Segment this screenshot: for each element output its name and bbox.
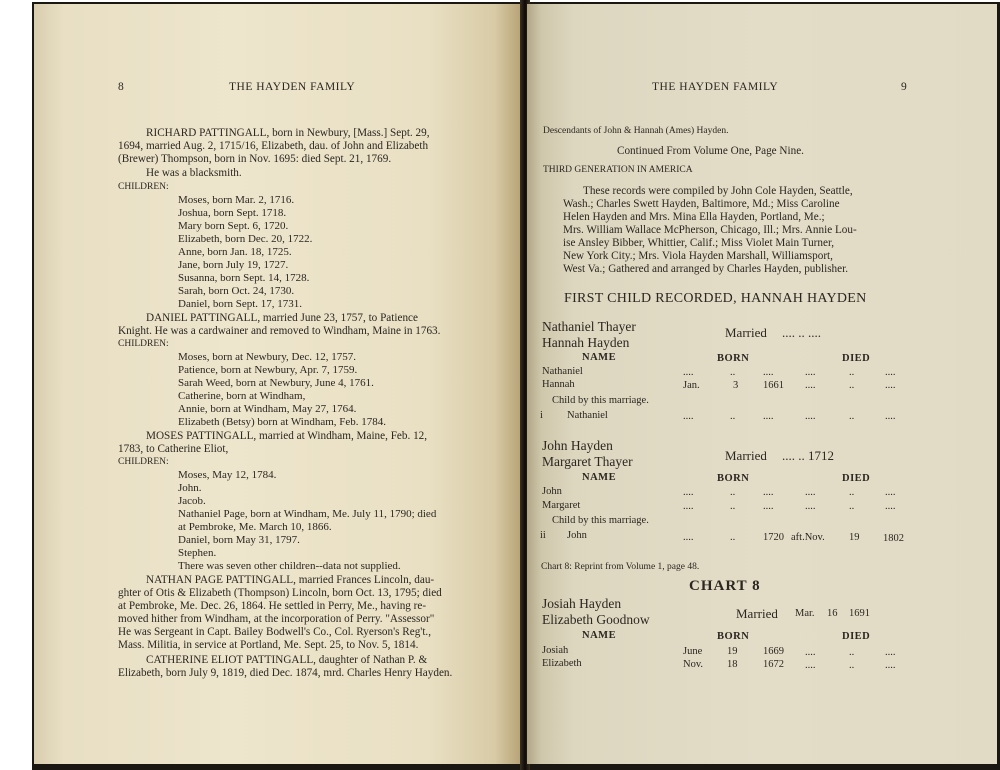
nathan-line-6: Mass. Militia, in service at Portland, Me. Sept. 25, to Nov. 5, 1814.	[118, 639, 419, 651]
continued-line: Continued From Volume One, Page Nine.	[617, 145, 804, 157]
child-entry: Annie, born at Windham, May 27, 1764.	[178, 403, 357, 415]
leader-dots: ..	[849, 487, 855, 498]
leader-dots: ....	[683, 487, 694, 498]
nathan-line-1: NATHAN PAGE PATTINGALL, married Frances Lincoln, dau-	[146, 574, 435, 586]
leader-dots: ....	[805, 367, 816, 378]
child-numeral: ii	[540, 530, 546, 541]
died-month: aft.Nov.	[791, 532, 825, 543]
column-died: DIED	[842, 473, 871, 484]
child-entry: Sarah, born Oct. 24, 1730.	[178, 285, 295, 297]
married-date: .... .. 1712	[782, 448, 834, 463]
leader-dots: ....	[763, 367, 774, 378]
chart-title: CHART 8	[689, 578, 761, 594]
child-entry: Mary born Sept. 6, 1720.	[178, 220, 289, 232]
died-day: 19	[849, 532, 860, 543]
child-entry: Moses, May 12, 1784.	[178, 469, 277, 481]
nathan-line-5: He was Sergeant in Capt. Bailey Bodwell's Co., Col. Ryerson's Reg't.,	[118, 626, 432, 638]
leader-dots: ....	[885, 367, 896, 378]
generation-heading: THIRD GENERATION IN AMERICA	[543, 165, 693, 175]
born-year: 1672	[763, 659, 784, 670]
child-entry: Daniel, born May 31, 1797.	[178, 534, 300, 546]
right-page	[527, 4, 997, 764]
husband-name: John Hayden	[542, 438, 613, 453]
nathan-line-3: at Pembroke, Me. Dec. 26, 1864. He settled in Perry, Me., having re-	[118, 600, 427, 612]
column-born: BORN	[717, 631, 750, 642]
leader-dots: ....	[805, 411, 816, 422]
column-born: BORN	[717, 473, 750, 484]
nathan-line-4: moved hither from Windham, at the incorporation of Perry. "Assessor"	[118, 613, 435, 625]
chart-note: Chart 8: Reprint from Volume 1, page 48.	[541, 562, 700, 572]
leader-dots: ....	[683, 411, 694, 422]
born-month: Jan.	[683, 380, 700, 391]
child-entry: There was seven other children--data not supplied.	[178, 560, 401, 572]
catherine-line-1: CATHERINE ELIOT PATTINGALL, daughter of Nathan P. &	[146, 654, 428, 666]
moses-line-1: MOSES PATTINGALL, married at Windham, Maine, Feb. 12,	[146, 430, 428, 442]
child-by-marriage: Child by this marriage.	[552, 395, 649, 406]
child-entry: Joshua, born Sept. 1718.	[178, 207, 287, 219]
married-date: .... .. ....	[782, 325, 821, 340]
leader-dots: ....	[683, 501, 694, 512]
child-entry: Jacob.	[178, 495, 206, 507]
moses-line-2: 1783, to Catherine Eliot,	[118, 443, 229, 455]
leader-dots: ..	[730, 367, 736, 378]
section-heading: FIRST CHILD RECORDED, HANNAH HAYDEN	[564, 291, 867, 306]
leader-dots: ..	[730, 501, 736, 512]
leader-dots: ....	[683, 532, 694, 543]
descendants-line: Descendants of John & Hannah (Ames) Hayden.	[543, 126, 729, 136]
child-name: John	[567, 530, 587, 541]
leader-dots: ....	[805, 501, 816, 512]
leader-dots: ....	[763, 487, 774, 498]
leader-dots: ..	[730, 532, 736, 543]
child-entry: Nathaniel Page, born at Windham, Me. July 11, 1790; died	[178, 508, 437, 520]
born-day: 18	[727, 659, 738, 670]
married-day: 16	[827, 608, 838, 619]
married-label: Married	[725, 325, 767, 340]
leader-dots: ..	[849, 647, 855, 658]
leader-dots: ..	[849, 367, 855, 378]
leader-dots: ....	[805, 487, 816, 498]
child-entry: Elizabeth (Betsy) born at Windham, Feb. 1784.	[178, 416, 387, 428]
leader-dots: ..	[730, 411, 736, 422]
born-year: 1661	[763, 380, 784, 391]
leader-dots: ..	[849, 501, 855, 512]
child-entry: Catherine, born at Windham,	[178, 390, 306, 402]
died-year: 1802	[883, 533, 904, 544]
leader-dots: ....	[683, 367, 694, 378]
child-entry: Patience, born at Newbury, Apr. 7, 1759.	[178, 364, 358, 376]
column-born: BORN	[717, 353, 750, 364]
page-number: 9	[901, 81, 908, 93]
richard-line-3: (Brewer) Thompson, born in Nov. 1695: died Sept. 21, 1769.	[118, 153, 392, 165]
child-entry: Stephen.	[178, 547, 217, 559]
leader-dots: ....	[885, 487, 896, 498]
child-entry: Elizabeth, born Dec. 20, 1722.	[178, 233, 313, 245]
leader-dots: ....	[885, 380, 896, 391]
daniel-line-1: DANIEL PATTINGALL, married June 23, 1757, to Patience	[146, 312, 418, 324]
column-died: DIED	[842, 631, 871, 642]
column-name: NAME	[582, 630, 617, 641]
row-name: Josiah	[542, 645, 569, 656]
children-label: CHILDREN:	[118, 339, 169, 349]
left-page	[34, 4, 524, 764]
child-entry: Anne, born Jan. 18, 1725.	[178, 246, 292, 258]
wife-name: Hannah Hayden	[542, 335, 630, 350]
leader-dots: ....	[885, 660, 896, 671]
leader-dots: ....	[805, 660, 816, 671]
nathan-line-2: ghter of Otis & Elizabeth (Thompson) Lincoln, born Oct. 13, 1795; died	[118, 587, 442, 599]
leader-dots: ....	[885, 411, 896, 422]
children-label: CHILDREN:	[118, 457, 169, 467]
wife-name: Margaret Thayer	[542, 454, 633, 469]
running-header: THE HAYDEN FAMILY	[229, 81, 356, 93]
married-year: 1691	[849, 608, 870, 619]
born-day: 3	[733, 380, 739, 391]
column-name: NAME	[582, 352, 617, 363]
compiled-line-1: These records were compiled by John Cole Hayden, Seattle,	[583, 185, 853, 197]
child-by-marriage: Child by this marriage.	[552, 515, 649, 526]
child-entry: Jane, born July 19, 1727.	[178, 259, 289, 271]
row-name: Elizabeth	[542, 658, 582, 669]
child-entry: Daniel, born Sept. 17, 1731.	[178, 298, 303, 310]
compiled-line-5: ise Ansley Bibber, Whittier, Calif.; Miss Violet Main Turner,	[563, 237, 835, 249]
born-month: Nov.	[683, 659, 704, 670]
richard-note: He was a blacksmith.	[146, 167, 242, 179]
husband-name: Josiah Hayden	[542, 596, 622, 611]
born-year: 1720	[763, 532, 784, 543]
row-name: John	[542, 486, 562, 497]
child-entry: Moses, born at Newbury, Dec. 12, 1757.	[178, 351, 357, 363]
catherine-line-2: Elizabeth, born July 9, 1819, died Dec. 1874, mrd. Charles Henry Hayden.	[118, 667, 453, 679]
running-header: THE HAYDEN FAMILY	[652, 81, 779, 93]
husband-name: Nathaniel Thayer	[542, 319, 636, 334]
compiled-line-6: New York City.; Mrs. Viola Hayden Marshall, Williamsport,	[563, 250, 833, 262]
leader-dots: ..	[849, 660, 855, 671]
compiled-line-4: Mrs. William Wallace McPherson, Chicago, Ill.; Mrs. Annie Lou-	[563, 224, 857, 236]
child-entry: Moses, born Mar. 2, 1716.	[178, 194, 295, 206]
leader-dots: ....	[763, 501, 774, 512]
leader-dots: ....	[885, 647, 896, 658]
child-entry: at Pembroke, Me. March 10, 1866.	[178, 521, 332, 533]
leader-dots: ..	[730, 487, 736, 498]
column-name: NAME	[582, 472, 617, 483]
column-died: DIED	[842, 353, 871, 364]
daniel-line-2: Knight. He was a cardwainer and removed to Windham, Maine in 1763.	[118, 325, 441, 337]
child-entry: Sarah Weed, born at Newbury, June 4, 1761.	[178, 377, 374, 389]
richard-line-1: RICHARD PATTINGALL, born in Newbury, [Mass.] Sept. 29,	[146, 127, 430, 139]
leader-dots: ....	[805, 647, 816, 658]
child-numeral: i	[540, 410, 543, 421]
wife-name: Elizabeth Goodnow	[542, 612, 650, 627]
born-day: 19	[727, 646, 738, 657]
leader-dots: ..	[849, 411, 855, 422]
leader-dots: ....	[885, 501, 896, 512]
row-name: Margaret	[542, 500, 581, 511]
child-entry: John.	[178, 482, 202, 494]
child-entry: Susanna, born Sept. 14, 1728.	[178, 272, 310, 284]
page-number: 8	[118, 81, 125, 93]
compiled-line-2: Wash.; Charles Swett Hayden, Baltimore, Md.; Miss Caroline	[563, 198, 840, 210]
row-name: Hannah	[542, 379, 575, 390]
married-month: Mar.	[795, 608, 815, 619]
born-month: June	[683, 646, 703, 657]
leader-dots: ....	[763, 411, 774, 422]
leader-dots: ..	[849, 380, 855, 391]
compiled-line-3: Helen Hayden and Mrs. Mina Ella Hayden, Portland, Me.;	[563, 211, 825, 223]
born-year: 1669	[763, 646, 784, 657]
richard-line-2: 1694, married Aug. 2, 1715/16, Elizabeth, dau. of John and Elizabeth	[118, 140, 429, 152]
row-name: Nathaniel	[542, 366, 583, 377]
compiled-line-7: West Va.; Gathered and arranged by Charles Hayden, publisher.	[563, 263, 849, 275]
children-label: CHILDREN:	[118, 182, 169, 192]
married-label: Married	[725, 448, 767, 463]
child-name: Nathaniel	[567, 410, 608, 421]
leader-dots: ....	[805, 380, 816, 391]
married-label: Married	[736, 606, 778, 621]
